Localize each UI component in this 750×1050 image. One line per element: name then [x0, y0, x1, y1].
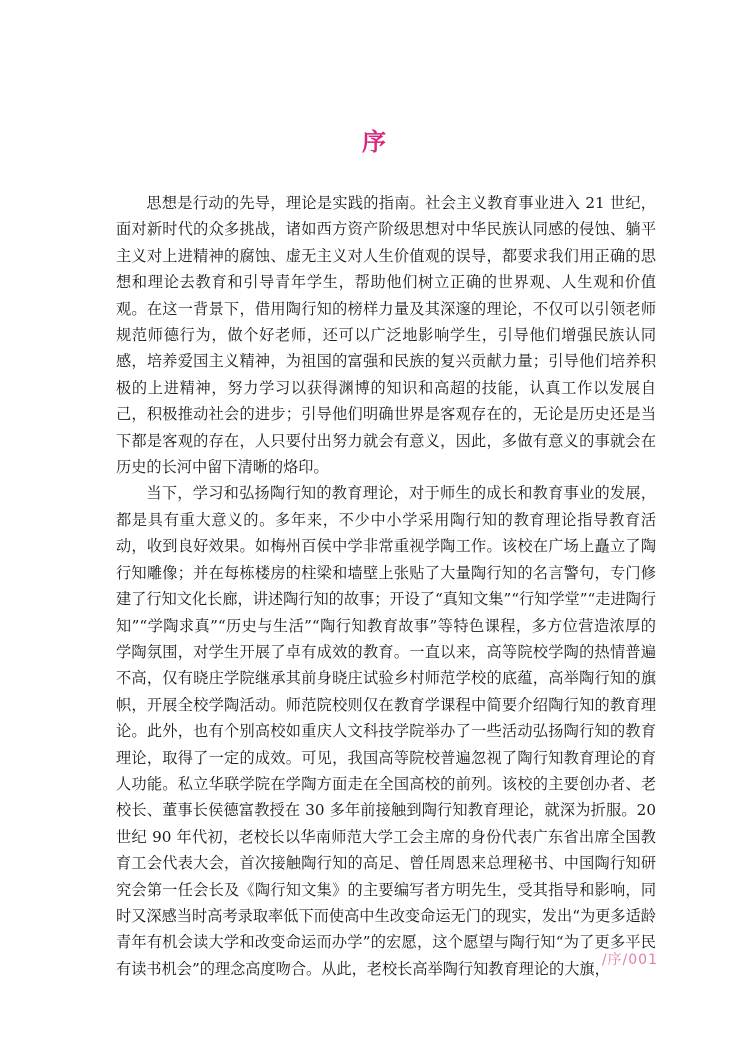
body-text — [116, 190, 656, 982]
page-title: 序 — [362, 127, 388, 156]
paragraph-1: 思想是行动的先导，理论是实践的指南。社会主义教育事业进入 21 世纪，面对新时代的众多挑战，诸如西方资产阶级思想对中华民族认同感的侵蚀、躺平主义对上进精神的腐蚀、虚无主义对人生价值观的误导，都要求我们用正确的思想和理论去教育和引导青年学生，帮助他们树立正确的世界观、人生观和价值观。在这一背景下，借用陶行知的榜样力量及其深邃的理论，不仅可以引领老师规范师德行为，做个好老师，还可以广泛地影响学生，引导他们增强民族认同感，培养爱国主义精神，为祖国的富强和民族的复兴贡献力量；引导他们培养积极的上进精神，努力学习以获得渊博的知识和高超的技能，认真工作以发展自己，积极推动社会的进步；引导他们明确世界是客观存在的，无论是历史还是当下都是客观的存在，人只要付出努力就会有意义，因此，多做有意义的事就会在历史的长河中留下清晰的烙印。 — [116, 194, 656, 477]
paragraph-2: 当下，学习和弘扬陶行知的教育理论，对于师生的成长和教育事业的发展，都是具有重大意义的。多年来，不少中小学采用陶行知的教育理论指导教育活动，收到良好效果。如梅州百侯中学非常重视学陶工作。该校在广场上矗立了陶行知雕像；并在每栋楼房的柱梁和墙壁上张贴了大量陶行知的名言警句，专门修建了行知文化长廊，讲述陶行知的故事；开设了“真知文集”“行知学堂”“走进陶行知”“学陶求真”“历史与生活”“陶行知教育故事”等特色课程，多方位营造浓厚的学陶氛围，对学生开展了卓有成效的教育。一直以来，高等院校学陶的热情普遍不高，仅有晓庄学院继承其前身晓庄试验乡村师范学校的底蕴，高举陶行知的旗帜，开展全校学陶活动。师范院校则仅在教育学课程中简要介绍陶行知的教育理论。此外，也有个别高校如重庆人文科技学院举办了一些活动弘扬陶行知的教育理论，取得了一定的成效。可见，我国高等院校普遍忽视了陶行知教育理论的育人功能。私立华联学院在学陶方面走在全国高校的前列。该校的主要创办者、老校长、董事长侯德富教授在 30 多年前接触到陶行知教育理论，就深为折服。20 世纪 90 年代初，老校长以华南师范大学工会主席的身份代表广东省出席全国教育工会代表大会，首次接触陶行知的高足、曾任周恩来总理秘书、中国陶行知研究会第一任会长及《陶行知文集》的主要编写者方明先生，受其指导和影响，同时又深感当时高考录取率低下而使高中生改变命运无门的现实，发出“为更多适龄青年有机会读大学和改变命运而办学”的宏愿，这个愿望与陶行知“为了更多平民有读书机会”的理念高度吻合。从此，老校长高举陶行知教育理论的大旗， — [116, 484, 657, 978]
page-footer: /序/001 — [601, 952, 658, 968]
